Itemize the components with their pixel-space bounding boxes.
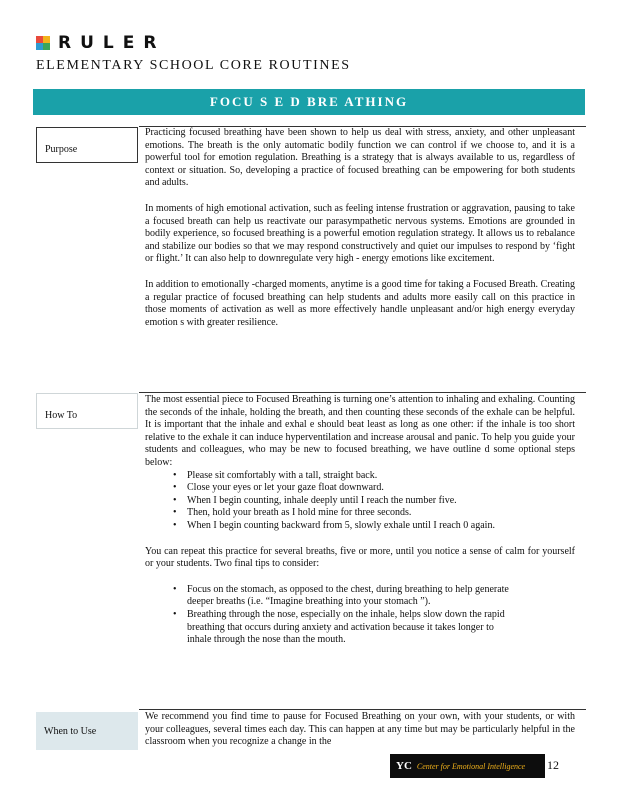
document-subtitle: ELEMENTARY SCHOOL CORE ROUTINES [36, 58, 351, 73]
when-to-use-text: We recommend you find time to pause for Focused Breathing on your own, with your students, or with your colleagues, several times each day. This can happen at any time but may be particularly helpful in the classroom when you recognize a change in the [145, 711, 575, 748]
tips-list [145, 584, 575, 647]
yale-center-logo-icon: YC [396, 760, 412, 772]
how-to-section [145, 394, 575, 647]
repeat-text: You can repeat this practice for several breaths, five or more, until you notice a sense of calm for yourself or your students. Two final tips to consider: [145, 545, 575, 570]
footer-text: Center for Emotional Intelligence [416, 761, 526, 771]
title-bar [33, 89, 585, 115]
section-divider [139, 392, 586, 393]
step-item: • When I begin counting, inhale deeply until I reach the number five. [145, 495, 575, 508]
purpose-section [145, 127, 575, 342]
purpose-paragraph: In addition to emotionally -charged moments, anytime is a good time for taking a Focused Breath. Creating a regular practice of focused breathing can help students and adults more easily call on this practice in those moments of activation as well as more effectively handle unpleasant and/or high energy everyday emotion s with greater resilience. [145, 278, 575, 328]
when-to-use-label: When to Use [36, 712, 138, 750]
purpose-paragraph: In moments of high emotional activation, such as feeling intense frustration or aggravation, pausing to take a focused breath can help us reactivate our parasympathetic nervous systems. Emotions are grounded in bodily experience, so focused breathing is a powerful emotion regulation strategy. It allows us to rebalance and stabilize our bodies so that we may respond constructively and quiet our impulses to respond by ‘fight or flight.’ It can also help to downregulate very high - energy emotions like excitement. [145, 202, 575, 265]
footer-badge [390, 754, 545, 778]
step-item: • Close your eyes or let your gaze float downward. [145, 482, 575, 495]
page-title: FOCU S E D BRE ATHING [209, 94, 409, 109]
step-item: • When I begin counting backward from 5, slowly exhale until I reach 0 again. [145, 520, 575, 533]
how-to-intro: The most essential piece to Focused Breathing is turning one’s attention to inhaling and exhaling. Counting the seconds of the inhale, holding the breath, and then counting these seconds of the exhale can be helpful. It is important that the inhale and exhal e should beat least as long as one other: if the inhale is too short relative to the exhale it can induce hyperventilation and increase arousal and panic. To help you guide your students and colleagues, who may be new to focused breathing, we have outline d some optional steps below: [145, 394, 575, 468]
section-divider [139, 709, 586, 710]
ruler-logo-icon [36, 36, 50, 50]
step-item: • Then, hold your breath as I hold mine for three seconds. [145, 507, 575, 520]
page-number: 12 [547, 758, 559, 772]
tip-item: • Focus on the stomach, as opposed to the chest, during breathing to help generate deeper breaths (i.e. “Imagine breathing into your stomach ”). [145, 584, 575, 609]
how-to-label: How To [36, 393, 138, 429]
ruler-logo [36, 33, 165, 53]
tip-item: • Breathing through the nose, especially on the inhale, helps slow down the rapid breathing that occurs during anxiety and activation because it takes longer to inhale through the nose than the mouth. [145, 609, 575, 647]
steps-list [145, 470, 575, 533]
step-item: • Please sit comfortably with a tall, straight back. [145, 470, 575, 483]
purpose-label: Purpose [36, 127, 138, 163]
purpose-paragraph: Practicing focused breathing have been shown to help us deal with stress, anxiety, and other unpleasant emotions. The breath is the only automatic bodily function we can control if we choose to, and it is a powerful tool for emotion regulation. Breathing is a strategy that is always available to us, regardless of context or situation. So, developing a practice of focused breathing can be empowering for both students and adults. [145, 127, 575, 189]
brand-name: RULER [58, 33, 166, 53]
